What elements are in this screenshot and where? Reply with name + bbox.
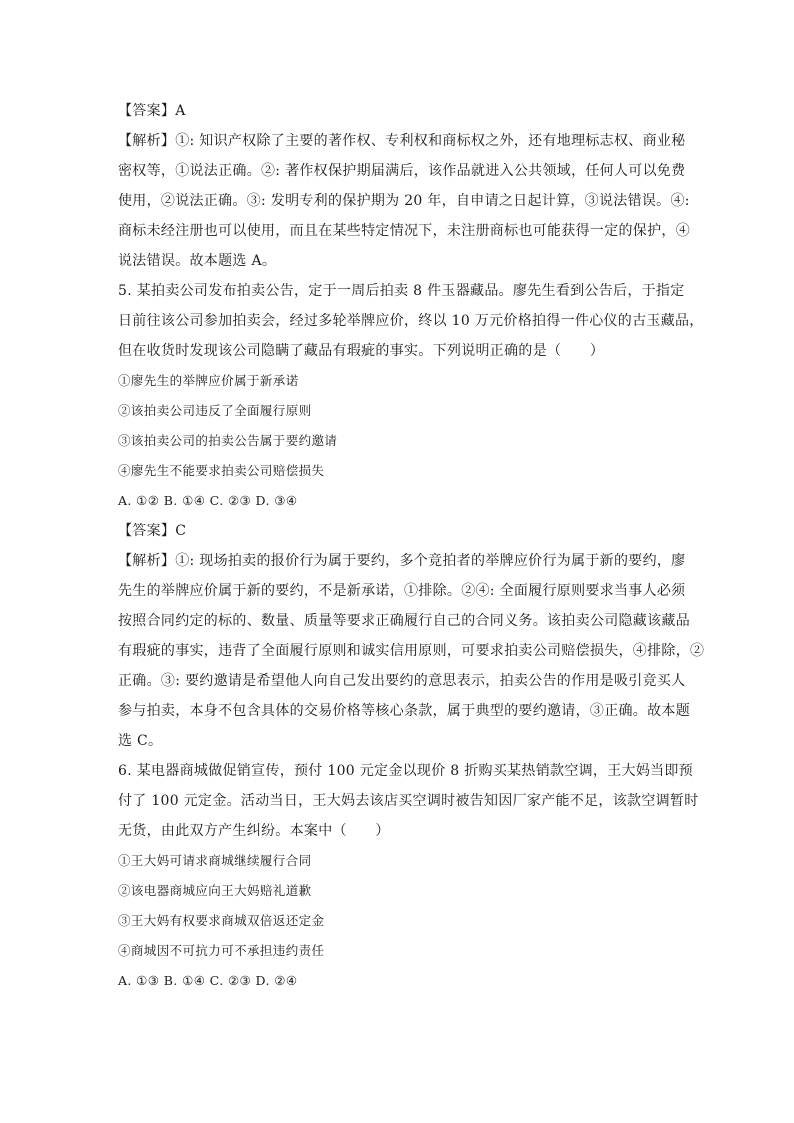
q4-analysis-line: 密权等，①说法正确。②: 著作权保护期届满后，该作品就进入公共领域，任何人可以免费 bbox=[118, 163, 686, 179]
q5-analysis bbox=[118, 546, 705, 756]
q5-statement: ①廖先生的举牌应价属于新承诺 bbox=[118, 373, 299, 388]
q6-stem-line: 无货，由此双方产生纠纷。本案中（ ） bbox=[118, 823, 390, 839]
q5-analysis-line: 正确。③: 要约邀请是希望他人向自己发出要约的意思表示，拍卖公告的作用是吸引竞买人 bbox=[118, 673, 686, 689]
q5-analysis-line: 先生的举牌应价属于新的要约，不是新承诺，①排除。②④: 全面履行原则要求当事人必须 bbox=[118, 583, 686, 599]
q4-analysis-line: 【解析】①: 知识产权除了主要的著作权、专利权和商标权之外，还有地理标志权、商业秘 bbox=[118, 133, 686, 149]
q6-stem-line: 6. 某电器商城做促销宣传，预付 100 元定金以现价 8 折购买某热销款空调，王大妈当即预 bbox=[118, 763, 694, 779]
q4-analysis-line: 商标未经注册也可以使用，而且在某些特定情况下，未注册商标也可能获得一定的保护，④ bbox=[118, 223, 690, 239]
q5-statements bbox=[118, 366, 678, 486]
q5-analysis-line: 按照合同约定的标的、数量、质量等要求正确履行自己的合同义务。该拍卖公司隐藏该藏品 bbox=[118, 613, 690, 629]
q6-statement: ④商城因不可抗力可不承担违约责任 bbox=[118, 943, 325, 958]
q6-stem bbox=[118, 756, 699, 846]
q5-stem bbox=[118, 276, 704, 366]
q6-statements bbox=[118, 846, 678, 966]
q5-statement: ③该拍卖公司的拍卖公告属于要约邀请 bbox=[118, 433, 338, 448]
q6-stem-line: 付了 100 元定金。活动当日，王大妈去该店买空调时被告知因厂家产能不足，该款空调暂时 bbox=[118, 793, 699, 809]
q4-answer: 【答案】A bbox=[118, 103, 186, 119]
q5-statement: ②该拍卖公司违反了全面履行原则 bbox=[118, 403, 312, 418]
q4-analysis-line: 使用，②说法正确。③: 发明专利的保护期为 20 年，自申请之日起计算，③说法错误。④: bbox=[118, 193, 690, 209]
q5-stem-line: 但在收货时发现该公司隐瞒了藏品有瑕疵的事实。下列说明正确的是（ ） bbox=[118, 343, 605, 359]
document-body bbox=[118, 96, 705, 996]
q4-analysis bbox=[118, 126, 690, 276]
q5-stem-line: 日前往该公司参加拍卖会，经过多轮举牌应价，终以 10 万元价格拍得一件心仪的古玉藏品， bbox=[118, 313, 704, 329]
q4-analysis-line: 说法错误。故本题选 A。 bbox=[118, 253, 277, 269]
q5-statement: ④廖先生不能要求拍卖公司赔偿损失 bbox=[118, 463, 325, 478]
q5-answer: 【答案】C bbox=[118, 523, 187, 539]
q5-analysis-line: 【解析】①: 现场拍卖的报价行为属于要约，多个竞拍者的举牌应价行为属于新的要约，廖 bbox=[118, 553, 686, 569]
q6-statement: ③王大妈有权要求商城双倍返还定金 bbox=[118, 913, 325, 928]
q6-options: A. ①③ B. ①④ C. ②③ D. ②④ bbox=[118, 973, 298, 988]
q5-analysis-line: 参与拍卖，本身不包含具体的交易价格等核心条款，属于典型的要约邀请，③正确。故本题 bbox=[118, 703, 690, 719]
q5-analysis-line: 有瑕疵的事实，违背了全面履行原则和诚实信用原则，可要求拍卖公司赔偿损失，④排除，② bbox=[118, 643, 705, 659]
q5-analysis-line: 选 C。 bbox=[118, 733, 163, 749]
q5-stem-line: 5. 某拍卖公司发布拍卖公告，定于一周后拍卖 8 件玉器藏品。廖先生看到公告后，于指定 bbox=[118, 283, 685, 299]
q6-statement: ①王大妈可请求商城继续履行合同 bbox=[118, 853, 312, 868]
q5-options: A. ①② B. ①④ C. ②③ D. ③④ bbox=[118, 493, 298, 508]
q6-statement: ②该电器商城应向王大妈赔礼道歉 bbox=[118, 883, 312, 898]
